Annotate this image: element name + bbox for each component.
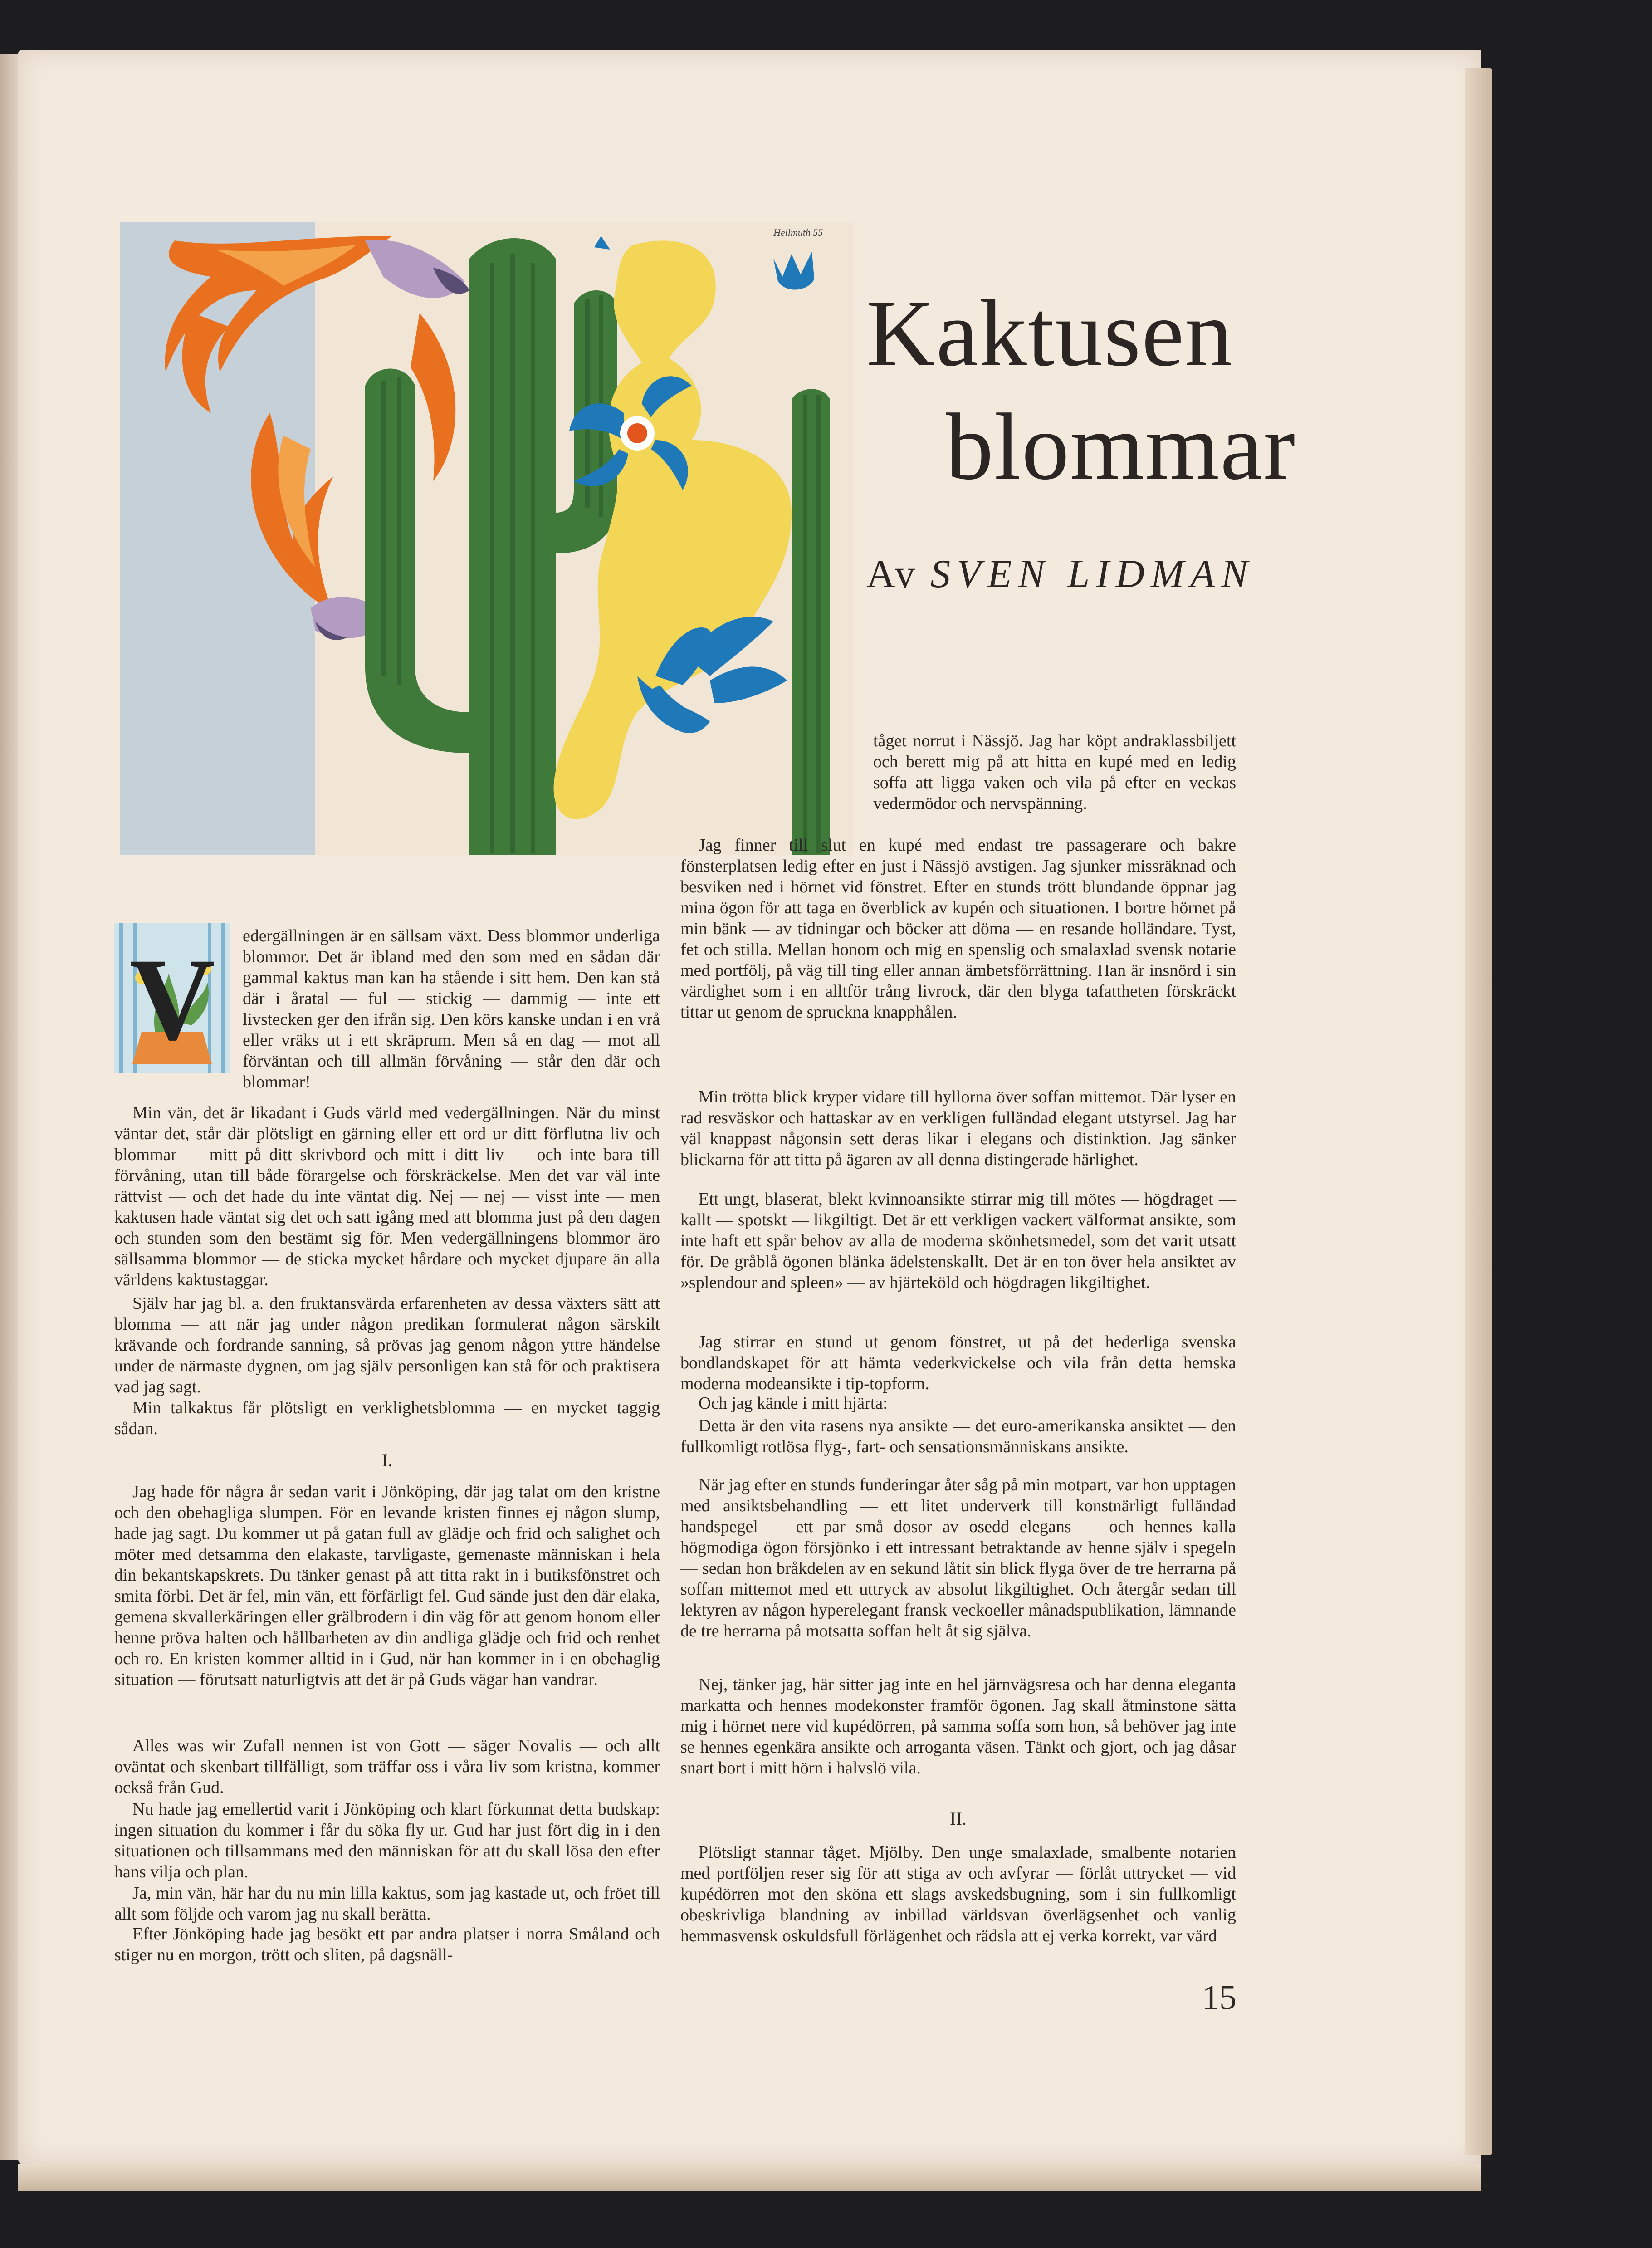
col2-paragraph-2: Ett ungt, blaserat, blekt kvinnoansikte stirrar mig till mötes — högdraget — kallt — spotskt — likgiltigt. Det är ett verkligen vackert välformat ansikte, som inte haft ett spår behov av alla de moderna skönhetsmedel, som det varit utsatt för. De gråblå ögonen blänka ädelstenskallt. Det är en ton över hela ansiktet av »splendour and spleen» — av hjärteköld och högdragen likgiltighet. <box>680 1190 1236 1292</box>
page-edge <box>1465 68 1492 2155</box>
illustration-signature: Hellmuth 55 <box>773 227 823 238</box>
col2-top-paragraph-1: tåget norrut i Nässjö. Jag har köpt andraklassbiljett och berett mig på att hitta en kupé med en ledig soffa att ligga vaken och vila på efter en veckas vedermödor och nervspänning. <box>873 731 1236 813</box>
initial-letter: V <box>130 934 215 1065</box>
col1-section1-paragraph-3: Nu hade jag emellertid varit i Jönköping och klart förkunnat detta budskap: ingen situation du kommer i får du söka fly ur. Gud har just fört dig in i den situationen och tillsammans med den människan för att du skall lösa den efter hans vilja och plan. <box>114 1800 660 1881</box>
col2-section2-paragraph-1: Plötsligt stannar tåget. Mjölby. Den unge smalaxlade, smalbente notarien med portföljen reser sig för att stiga av och avfyrar — förlåt uttrycket — vid kupédörren mot den sköna ett slags avskedsbugning, som i sin fullkomligt obeskrivliga blandning av inbillad världsvan överlägsenhet och vanlig hemmasvensk oskuldsfull förlägenhet och rädsla att ej verka korrekt, var värd <box>680 1843 1236 1945</box>
col1-paragraph-1: Min vän, det är likadant i Guds värld med vedergällningen. När du minst väntar det, står där plötsligt en gärning eller ett ord ur ditt förflutna liv och blommar — mitt på ditt skrivbord och mitt i ditt liv — och inte bara till förvåning, utan till både förargelse och förskräckelse. Men det var väl inte rättvist — och det hade du inte väntat dig. Nej — nej — visst inte — men kaktusen hade väntat sig det och satt igång med att blomma just på den dagen och stunden som den bestämt sig för. Men vedergällningens blommor äro sällsamma blommor — de sticka mycket hårdare och mycket djupare än alla världens kaktustaggar. <box>114 1103 660 1289</box>
col1-section1-paragraph-4: Ja, min vän, här har du nu min lilla kaktus, som jag kastade ut, och fröet till allt som följde och varom jag nu skall berätta. <box>114 1884 660 1924</box>
article-title-line-2: blommar <box>946 394 1296 500</box>
col2-paragraph-6: När jag efter en stunds funderingar åter såg på min motpart, var hon upptagen med ansiktsbehandling — ett litet underverk till konstnärligt fulländad handspegel — ett par små dosor av osedd elegans — och hennes kalla högmodiga ögon försjönko i ett intressant betraktande av henne själv i spegeln — sedan hon bråkdelen av en sekund låtit sin blick flyga över de tre herrarna på soffan mittemot med ett uttryck av absolut likgiltighet. Och återgår sedan till lektyren av någon hyperelegant fransk veckoeller månadspublikation, lämnande de tre herrarna på motsatta soffan helt åt sig själva. <box>680 1475 1236 1641</box>
initial-letter-cactus-icon <box>114 923 230 1073</box>
col1-section1-paragraph-2: Alles was wir Zufall nennen ist von Gott — säger Novalis — och allt oväntat och skenbart tillfälligt, som träffar oss i våra liv som kristna, kommer också från Gud. <box>114 1736 660 1797</box>
byline <box>866 551 1254 597</box>
cactus-illustration <box>120 222 853 855</box>
intro-paragraph: edergällningen är en sällsam växt. Dess blommor underliga blommor. Det är ibland med den som med en sådan där gammal kaktus man kan ha stående i sitt hem. Den kan stå där i åratal — ful — stickig — dammig — inte ett livstecken ger den ifrån sig. Den körs kanske undan i en vrå eller vräks ut i ett skräprum. Men så en dag — mot all förväntan och till allmän förvåning — står den där och blommar! <box>243 926 660 1092</box>
col2-paragraph-3: Jag stirrar en stund ut genom fönstret, ut på det hederliga svenska bondlandskapet för att hämta vederkvickelse och vila från detta hemska moderna modeansikte i tip-topform. <box>680 1332 1236 1393</box>
page-number: 15 <box>1202 1979 1237 2017</box>
col1-paragraph-2: Själv har jag bl. a. den fruktansvärda erfarenheten av dessa växters sätt att blomma — att när jag under någon predikan formulerat någon särskilt krävande och fordrande sanning, så prövas jag genom någon yttre händelse under de närmaste dygnen, om jag själv personligen kan stå för och praktisera vad jag sagt. <box>114 1294 660 1396</box>
byline-prefix: Av <box>866 552 918 596</box>
col1-paragraph-3: Min talkaktus får plötsligt en verklighetsblomma — en mycket taggig sådan. <box>114 1398 660 1438</box>
col2-paragraph-4: Och jag kände i mitt hjärta: <box>699 1394 888 1413</box>
col1-section1-paragraph-5: Efter Jönköping hade jag besökt ett par andra platser i norra Småland och stiger nu en morgon, trött och sliten, på dagsnäll- <box>114 1925 660 1964</box>
page-bottom-edge <box>18 2164 1481 2191</box>
col1-section1-paragraph-1: Jag hade för några år sedan varit i Jönköping, där jag talat om den kristne och den obehagliga slumpen. För en levande kristen finnes ej någon slump, hade jag sagt. Du kommer ut på gatan full av glädje och frid och salighet och möter med detsamma den elakaste, tarvligaste, gemenaste människan i hela din bekantskapskrets. Du tänker genast på att titta rakt in i butiksfönstret och smita förbi. Det är fel, min vän, ett förfärligt fel. Gud sände just den där elaka, gemena skvallerkäringen eller grälbrodern i din väg för att genom honom eller henne pröva halten och hållbarheten av din andliga glädje och frid och renhet och ro. En kristen kommer alltid in i Gud, när han kommer in i en obehaglig situation — förutsatt naturligtvis att det är på Guds vägar han vandrar. <box>114 1482 660 1689</box>
article-title-line-1: Kaktusen <box>866 281 1234 386</box>
col2-paragraph-7: Nej, tänker jag, här sitter jag inte en hel järnvägsresa och har denna eleganta markatta och hennes modekonster framför ögonen. Jag skall åtminstone sätta mig i hörnet nere vid kupédörren, på samma soffa som hon, så behöver jag inte se hennes egenkära ansikte och arroganta väsen. Tänkt och gjort, och jag dåsar snart bort i mitt hörn i halvslö vila. <box>680 1675 1236 1778</box>
section-heading-2: II. <box>950 1808 967 1829</box>
col2-paragraph-5: Detta är den vita rasens nya ansikte — det euro-amerikanska ansiktet — den fullkomligt rotlösa flyg-, fart- och sensationsmänniskans ansikte. <box>680 1416 1236 1456</box>
col2-top-paragraph-2: Jag finner till slut en kupé med endast tre passagerare och bakre fönsterplatsen ledig efter en just i Nässjö avstigen. Jag sjunker missräknad och besviken ned i hörnet vid fönstret. Efter en stunds trött blundande öppnar jag mina ögon för att taga en överblick av kupén och situationen. I bortre hörnet på min bänk — av tidningar och böcker att döma — en resande holländare. Tyst, fet och stilla. Mellan honom och mig en spenslig och smalaxlad svensk notarie med portfölj, på väg till ting eller annan ämbetsförrättning. Han är insnörd i sin värdighet som i en alltför trång livrock, där den blyga tafattheten förskräckt tittar ut genom de spruckna knapphålen. <box>680 836 1236 1022</box>
section-heading-1: I. <box>381 1450 393 1470</box>
author-name: SVEN LIDMAN <box>930 552 1254 596</box>
flower-center-orange <box>627 423 647 443</box>
col2-paragraph-1: Min trötta blick kryper vidare till hyllorna över soffan mittemot. Där lyser en rad resväskor och hattaskar av en verkligen fulländad elegant utstyrsel. Jag har väl knappast någonsin sett deras likar i elegans och distinktion. Jag sänker blickarna för att titta på ägaren av all denna distingerade härlighet. <box>680 1087 1236 1169</box>
